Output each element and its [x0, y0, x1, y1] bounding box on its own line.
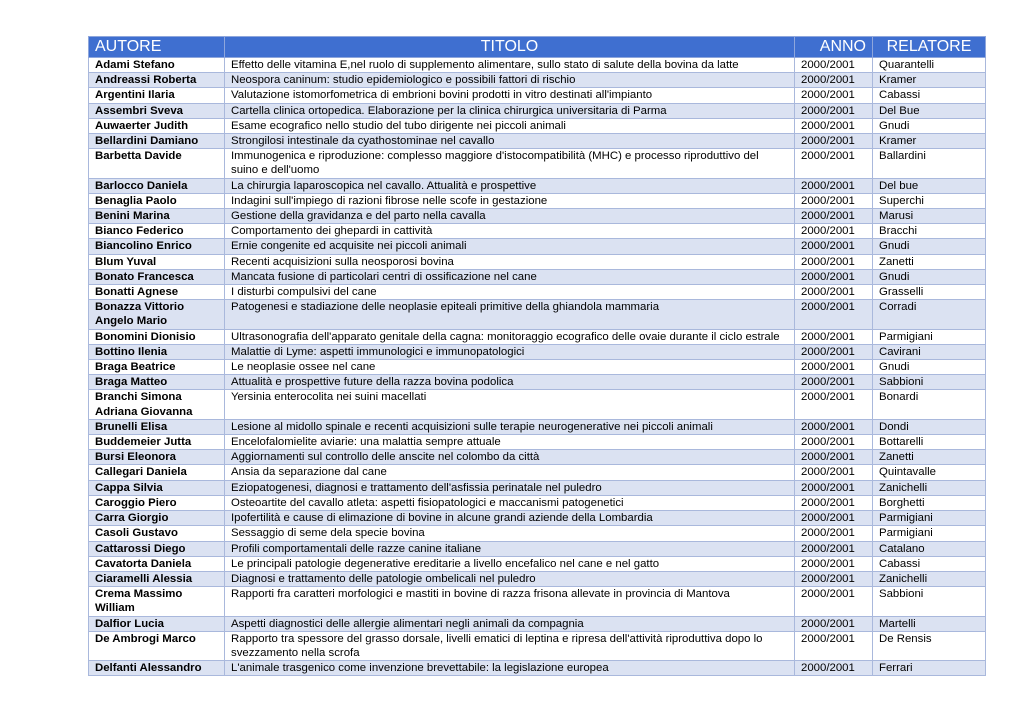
- header-titolo: TITOLO: [225, 37, 795, 58]
- cell-anno: 2000/2001: [795, 149, 873, 178]
- cell-anno: 2000/2001: [795, 73, 873, 88]
- cell-autore: Ciaramelli Alessia: [89, 571, 225, 586]
- cell-titolo: Rapporti fra caratteri morfologici e mastiti in bovine di razza frisona allevate in provincia di Mantova: [225, 587, 795, 616]
- cell-titolo: Attualità e prospettive future della razza bovina podolica: [225, 375, 795, 390]
- cell-titolo: Osteoartite del cavallo atleta: aspetti fisiopatologici e maccanismi patogenetici: [225, 495, 795, 510]
- table-row: [89, 556, 986, 571]
- cell-titolo: Rapporto tra spessore del grasso dorsale, livelli ematici di leptina e ripresa dell'attività riproduttiva dopo lo svezzamento nella scrofa: [225, 631, 795, 660]
- cell-relatore: Gnudi: [873, 360, 986, 375]
- header-row: [89, 37, 986, 58]
- cell-titolo: Recenti acquisizioni sulla neosporosi bovina: [225, 254, 795, 269]
- cell-anno: 2000/2001: [795, 88, 873, 103]
- cell-relatore: Marusi: [873, 209, 986, 224]
- cell-anno: 2000/2001: [795, 419, 873, 434]
- header-anno: ANNO: [795, 37, 873, 58]
- table-row: [89, 375, 986, 390]
- table-row: [89, 269, 986, 284]
- cell-relatore: Del bue: [873, 178, 986, 193]
- cell-titolo: Aspetti diagnostici delle allergie alimentari negli animali da compagnia: [225, 616, 795, 631]
- cell-titolo: I disturbi compulsivi del cane: [225, 285, 795, 300]
- cell-relatore: Zanichelli: [873, 571, 986, 586]
- cell-autore: Assembri Sveva: [89, 103, 225, 118]
- cell-autore: Benini Marina: [89, 209, 225, 224]
- cell-autore: Blum Yuval: [89, 254, 225, 269]
- table-row: [89, 88, 986, 103]
- cell-relatore: Parmigiani: [873, 511, 986, 526]
- table-row: [89, 209, 986, 224]
- cell-titolo: Le neoplasie ossee nel cane: [225, 360, 795, 375]
- cell-anno: 2000/2001: [795, 134, 873, 149]
- cell-titolo: Ernie congenite ed acquisite nei piccoli animali: [225, 239, 795, 254]
- table-row: [89, 526, 986, 541]
- cell-titolo: Le principali patologie degenerative ereditarie a livello encefalico nel cane e nel gatto: [225, 556, 795, 571]
- cell-anno: 2000/2001: [795, 285, 873, 300]
- cell-relatore: Bracchi: [873, 224, 986, 239]
- table-row: [89, 300, 986, 329]
- cell-relatore: Parmigiani: [873, 526, 986, 541]
- cell-relatore: Kramer: [873, 134, 986, 149]
- cell-anno: 2000/2001: [795, 587, 873, 616]
- cell-relatore: Corradi: [873, 300, 986, 329]
- cell-titolo: Ultrasonografia dell'apparato genitale della cagna: monitoraggio ecografico delle ovaie durante il ciclo estrale: [225, 329, 795, 344]
- cell-titolo: Valutazione istomorfometrica di embrioni bovini prodotti in vitro destinati all'impianto: [225, 88, 795, 103]
- table-row: [89, 360, 986, 375]
- cell-autore: Branchi Simona Adriana Giovanna: [89, 390, 225, 419]
- table-row: [89, 541, 986, 556]
- cell-anno: 2000/2001: [795, 58, 873, 73]
- cell-relatore: Zanetti: [873, 450, 986, 465]
- cell-anno: 2000/2001: [795, 118, 873, 133]
- cell-anno: 2000/2001: [795, 360, 873, 375]
- cell-titolo: Neospora caninum: studio epidemiologico e possibili fattori di rischio: [225, 73, 795, 88]
- table-row: [89, 149, 986, 178]
- table-row: [89, 344, 986, 359]
- cell-relatore: Del Bue: [873, 103, 986, 118]
- cell-autore: Andreassi Roberta: [89, 73, 225, 88]
- cell-anno: 2000/2001: [795, 465, 873, 480]
- cell-anno: 2000/2001: [795, 541, 873, 556]
- cell-autore: Carra Giorgio: [89, 511, 225, 526]
- cell-anno: 2000/2001: [795, 269, 873, 284]
- cell-relatore: Zanetti: [873, 254, 986, 269]
- cell-anno: 2000/2001: [795, 193, 873, 208]
- table-row: [89, 435, 986, 450]
- cell-relatore: De Rensis: [873, 631, 986, 660]
- cell-titolo: La chirurgia laparoscopica nel cavallo. Attualità e prospettive: [225, 178, 795, 193]
- cell-titolo: Encelofalomielite aviarie: una malattia sempre attuale: [225, 435, 795, 450]
- cell-relatore: Cabassi: [873, 88, 986, 103]
- cell-titolo: Ansia da separazione dal cane: [225, 465, 795, 480]
- table-row: [89, 254, 986, 269]
- cell-anno: 2000/2001: [795, 239, 873, 254]
- cell-autore: Cattarossi Diego: [89, 541, 225, 556]
- cell-autore: De Ambrogi Marco: [89, 631, 225, 660]
- cell-relatore: Sabbioni: [873, 587, 986, 616]
- cell-autore: Bellardini Damiano: [89, 134, 225, 149]
- cell-anno: 2000/2001: [795, 571, 873, 586]
- cell-anno: 2000/2001: [795, 329, 873, 344]
- cell-relatore: Bottarelli: [873, 435, 986, 450]
- cell-titolo: Immunogenica e riproduzione: complesso maggiore d'istocompatibilità (MHC) e processo riproduttivo del suino e dell'uomo: [225, 149, 795, 178]
- cell-relatore: Gnudi: [873, 118, 986, 133]
- table-row: [89, 495, 986, 510]
- table-row: [89, 631, 986, 660]
- cell-autore: Dalfior Lucia: [89, 616, 225, 631]
- cell-anno: 2000/2001: [795, 661, 873, 676]
- cell-relatore: Sabbioni: [873, 375, 986, 390]
- cell-autore: Bottino Ilenia: [89, 344, 225, 359]
- cell-autore: Braga Beatrice: [89, 360, 225, 375]
- cell-titolo: Mancata fusione di particolari centri di ossificazione nel cane: [225, 269, 795, 284]
- table-row: [89, 511, 986, 526]
- cell-relatore: Quintavalle: [873, 465, 986, 480]
- table-row: [89, 587, 986, 616]
- cell-autore: Caroggio Piero: [89, 495, 225, 510]
- cell-titolo: Malattie di Lyme: aspetti immunologici e immunopatologici: [225, 344, 795, 359]
- cell-anno: 2000/2001: [795, 450, 873, 465]
- cell-autore: Buddemeier Jutta: [89, 435, 225, 450]
- cell-autore: Callegari Daniela: [89, 465, 225, 480]
- cell-anno: 2000/2001: [795, 224, 873, 239]
- cell-relatore: Cabassi: [873, 556, 986, 571]
- cell-titolo: L'animale trasgenico come invenzione brevettabile: la legislazione europea: [225, 661, 795, 676]
- table-row: [89, 571, 986, 586]
- cell-autore: Bonomini Dionisio: [89, 329, 225, 344]
- cell-titolo: Gestione della gravidanza e del parto nella cavalla: [225, 209, 795, 224]
- table-row: [89, 616, 986, 631]
- table-row: [89, 134, 986, 149]
- cell-titolo: Diagnosi e trattamento delle patologie ombelicali nel puledro: [225, 571, 795, 586]
- cell-anno: 2000/2001: [795, 480, 873, 495]
- cell-titolo: Aggiornamenti sul controllo delle anscite nel colombo da città: [225, 450, 795, 465]
- cell-relatore: Cavirani: [873, 344, 986, 359]
- cell-titolo: Profili comportamentali delle razze canine italiane: [225, 541, 795, 556]
- thesis-table-sheet: [88, 36, 985, 676]
- cell-autore: Biancolino Enrico: [89, 239, 225, 254]
- table-row: [89, 178, 986, 193]
- cell-titolo: Strongilosi intestinale da cyathostominae nel cavallo: [225, 134, 795, 149]
- cell-relatore: Gnudi: [873, 239, 986, 254]
- cell-relatore: Zanichelli: [873, 480, 986, 495]
- cell-titolo: Patogenesi e stadiazione delle neoplasie epiteali primitive della ghiandola mammaria: [225, 300, 795, 329]
- cell-autore: Delfanti Alessandro: [89, 661, 225, 676]
- cell-autore: Barbetta Davide: [89, 149, 225, 178]
- cell-autore: Bianco Federico: [89, 224, 225, 239]
- table-row: [89, 58, 986, 73]
- cell-anno: 2000/2001: [795, 375, 873, 390]
- cell-autore: Argentini Ilaria: [89, 88, 225, 103]
- cell-autore: Bonazza Vittorio Angelo Mario: [89, 300, 225, 329]
- cell-anno: 2000/2001: [795, 300, 873, 329]
- cell-autore: Adami Stefano: [89, 58, 225, 73]
- cell-relatore: Dondi: [873, 419, 986, 434]
- cell-relatore: Quarantelli: [873, 58, 986, 73]
- cell-autore: Braga Matteo: [89, 375, 225, 390]
- cell-anno: 2000/2001: [795, 390, 873, 419]
- table-row: [89, 465, 986, 480]
- cell-autore: Auwaerter Judith: [89, 118, 225, 133]
- cell-relatore: Martelli: [873, 616, 986, 631]
- cell-autore: Bursi Eleonora: [89, 450, 225, 465]
- cell-titolo: Sessaggio di seme dela specie bovina: [225, 526, 795, 541]
- cell-anno: 2000/2001: [795, 103, 873, 118]
- table-row: [89, 73, 986, 88]
- cell-titolo: Comportamento dei ghepardi in cattività: [225, 224, 795, 239]
- table-row: [89, 285, 986, 300]
- table-row: [89, 390, 986, 419]
- cell-titolo: Eziopatogenesi, diagnosi e trattamento dell'asfissia perinatale nel puledro: [225, 480, 795, 495]
- thesis-table: [88, 36, 986, 676]
- cell-titolo: Indagini sull'impiego di razioni fibrose nelle scofe in gestazione: [225, 193, 795, 208]
- cell-relatore: Parmigiani: [873, 329, 986, 344]
- cell-autore: Bonatti Agnese: [89, 285, 225, 300]
- cell-relatore: Borghetti: [873, 495, 986, 510]
- table-row: [89, 661, 986, 676]
- table-row: [89, 329, 986, 344]
- cell-titolo: Cartella clinica ortopedica. Elaborazione per la clinica chirurgica universitaria di Parma: [225, 103, 795, 118]
- table-row: [89, 193, 986, 208]
- cell-relatore: Ferrari: [873, 661, 986, 676]
- cell-autore: Cavatorta Daniela: [89, 556, 225, 571]
- cell-titolo: Lesione al midollo spinale e recenti acquisizioni sulle terapie neurogenerative nei piccoli animali: [225, 419, 795, 434]
- cell-relatore: Ballardini: [873, 149, 986, 178]
- cell-anno: 2000/2001: [795, 209, 873, 224]
- cell-anno: 2000/2001: [795, 254, 873, 269]
- cell-anno: 2000/2001: [795, 526, 873, 541]
- cell-anno: 2000/2001: [795, 178, 873, 193]
- cell-anno: 2000/2001: [795, 495, 873, 510]
- cell-relatore: Catalano: [873, 541, 986, 556]
- cell-anno: 2000/2001: [795, 435, 873, 450]
- cell-titolo: Esame ecografico nello studio del tubo dirigente nei piccoli animali: [225, 118, 795, 133]
- cell-titolo: Effetto delle vitamina E,nel ruolo di supplemento alimentare, sullo stato di salute della bovina da latte: [225, 58, 795, 73]
- table-row: [89, 103, 986, 118]
- cell-anno: 2000/2001: [795, 631, 873, 660]
- table-row: [89, 224, 986, 239]
- header-autore: AUTORE: [89, 37, 225, 58]
- table-row: [89, 450, 986, 465]
- cell-relatore: Gnudi: [873, 269, 986, 284]
- cell-autore: Bonato Francesca: [89, 269, 225, 284]
- cell-autore: Benaglia Paolo: [89, 193, 225, 208]
- cell-titolo: Ipofertilità e cause di elimazione di bovine in alcune grandi aziende della Lombardia: [225, 511, 795, 526]
- table-row: [89, 118, 986, 133]
- cell-autore: Brunelli Elisa: [89, 419, 225, 434]
- cell-anno: 2000/2001: [795, 511, 873, 526]
- cell-autore: Casoli Gustavo: [89, 526, 225, 541]
- cell-autore: Crema Massimo William: [89, 587, 225, 616]
- cell-titolo: Yersinia enterocolita nei suini macellati: [225, 390, 795, 419]
- header-relatore: RELATORE: [873, 37, 986, 58]
- cell-relatore: Bonardi: [873, 390, 986, 419]
- table-row: [89, 480, 986, 495]
- table-row: [89, 239, 986, 254]
- table-row: [89, 419, 986, 434]
- cell-anno: 2000/2001: [795, 616, 873, 631]
- cell-relatore: Superchi: [873, 193, 986, 208]
- cell-autore: Cappa Silvia: [89, 480, 225, 495]
- cell-anno: 2000/2001: [795, 344, 873, 359]
- cell-anno: 2000/2001: [795, 556, 873, 571]
- cell-autore: Barlocco Daniela: [89, 178, 225, 193]
- cell-relatore: Kramer: [873, 73, 986, 88]
- cell-relatore: Grasselli: [873, 285, 986, 300]
